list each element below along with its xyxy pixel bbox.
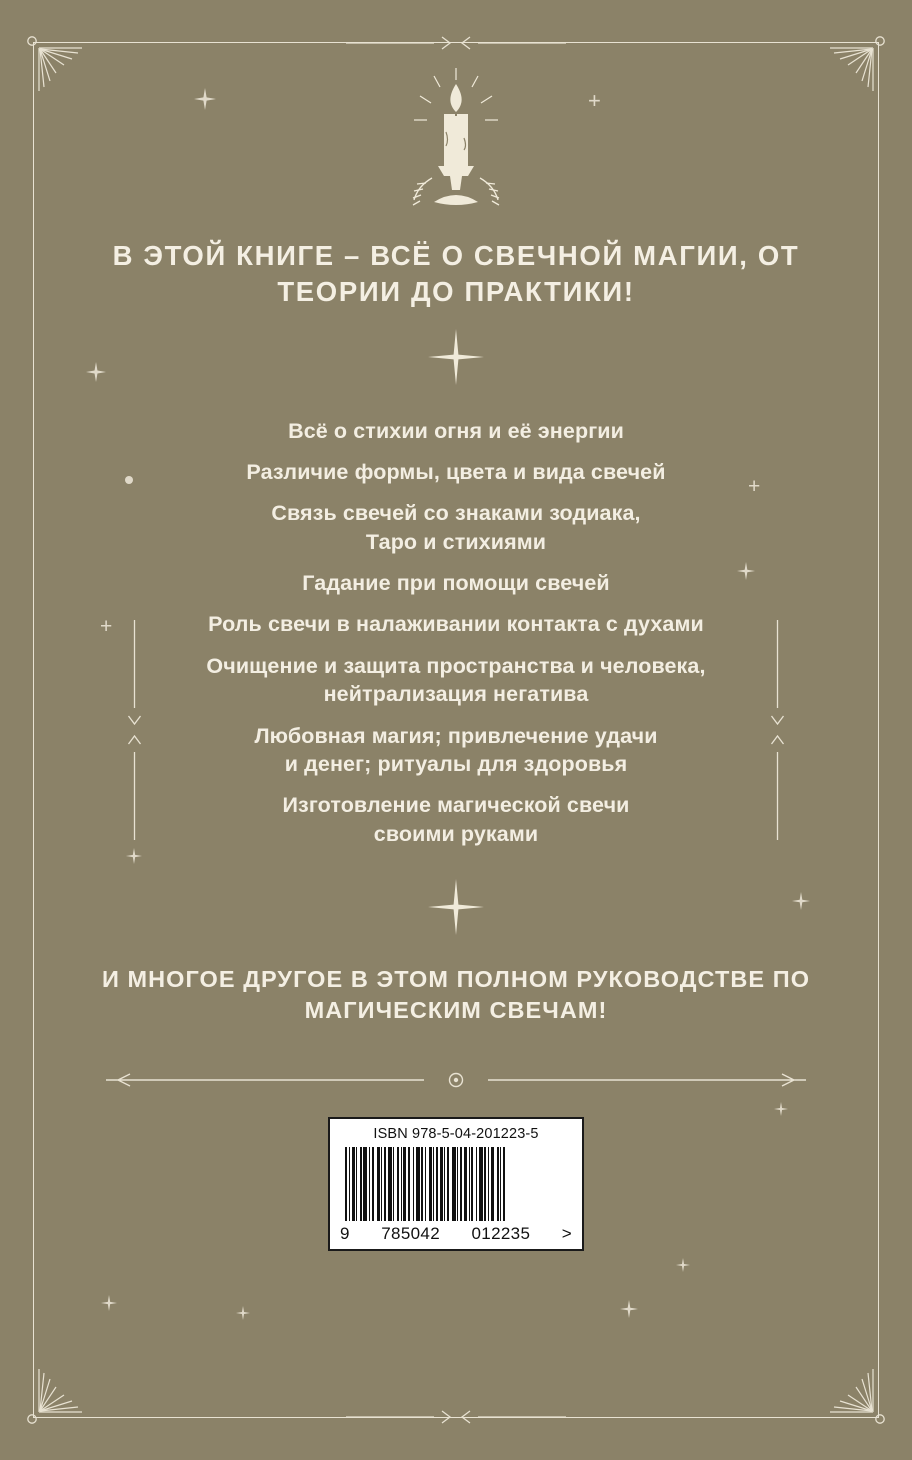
sparkle-plus-icon: +	[100, 615, 113, 638]
isbn-label: ISBN 978-5-04-201223-5	[373, 1126, 539, 1143]
list-item-line: Очищение и защита пространства и человека,	[206, 653, 706, 678]
list-item	[80, 610, 832, 638]
star-divider-bottom-icon	[428, 879, 484, 940]
sparkle-plus-icon: +	[588, 88, 601, 113]
list-item-line: Связь свечей со знаками зодиака,	[271, 501, 641, 526]
list-item-line: нейтрализация негатива	[323, 682, 589, 707]
barcode-bars	[345, 1147, 567, 1221]
list-item-line: Всё о стихии огня и её энергии	[288, 418, 624, 443]
list-item-line: Гадание при помощи свечей	[302, 571, 610, 596]
star-divider-top-icon	[428, 329, 484, 390]
list-item	[80, 722, 832, 779]
list-item-line: своими руками	[373, 821, 539, 846]
horizontal-rule-ornament	[106, 1071, 806, 1089]
list-item-line: Любовная магия; привлечение удачи	[254, 723, 658, 748]
barcode-end-mark: >	[561, 1224, 572, 1244]
list-item-line: Роль свечи в налаживании контакта с духами	[208, 612, 704, 637]
sparkle-plus-icon: +	[748, 475, 761, 498]
list-item	[80, 791, 832, 848]
feature-list	[80, 404, 832, 862]
closing-statement: И МНОГОЕ ДРУГОЕ В ЭТОМ ПОЛНОМ РУКОВОДСТВЕ ПО МАГИЧЕСКИМ СВЕЧАМ!	[101, 966, 811, 1023]
candle-emblem-icon	[400, 62, 512, 212]
list-item	[80, 569, 832, 597]
list-item	[80, 458, 832, 486]
list-item-line: Таро и стихиями	[365, 529, 547, 554]
barcode-digits	[340, 1224, 572, 1244]
list-item-line: Различие формы, цвета и вида свечей	[246, 459, 666, 484]
barcode-block	[328, 1117, 584, 1251]
list-item	[80, 417, 832, 445]
list-item	[80, 499, 832, 556]
barcode-digits-main: 785042	[381, 1224, 441, 1244]
barcode-digit-left: 9	[340, 1224, 350, 1244]
list-item-line: и денег; ритуалы для здоровья	[284, 751, 628, 776]
page-title: В ЭТОЙ КНИГЕ – ВСЁ О СВЕЧНОЙ МАГИИ, ОТ ТЕОРИИ ДО ПРАКТИКИ!	[112, 240, 800, 308]
list-item-line: Изготовление магической свечи	[282, 793, 630, 818]
list-item	[80, 652, 832, 709]
barcode-digits-right: 012235	[471, 1224, 531, 1244]
